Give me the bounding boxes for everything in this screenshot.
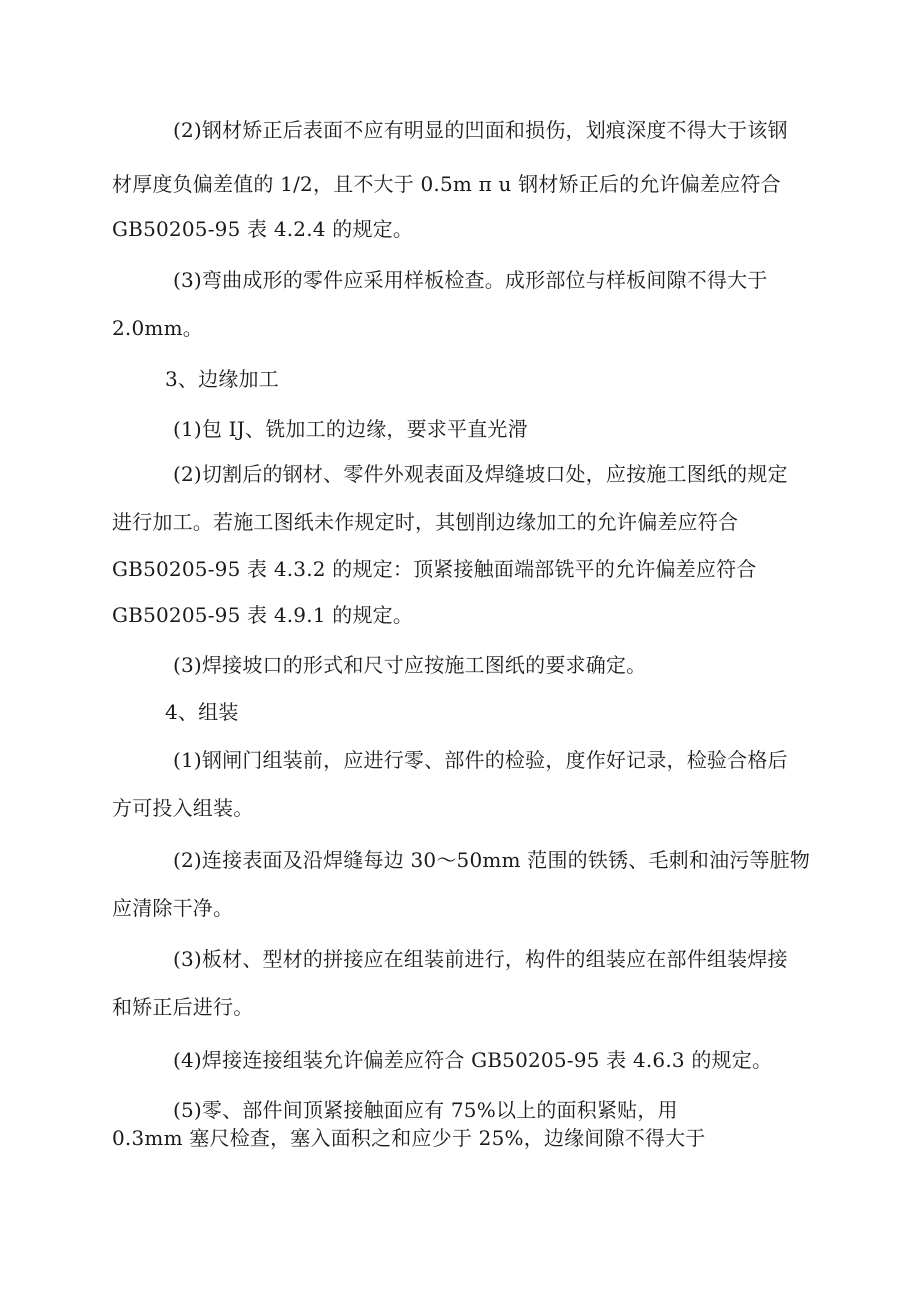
section-heading: 4、组装 <box>165 700 239 724</box>
text-line: (2)钢材矫正后表面不应有明显的凹面和损伤，划痕深度不得大于该钢 <box>173 118 788 142</box>
text-line: GB50205-95 表 4.3.2 的规定：顶紧接触面端部铣平的允许偏差应符合 <box>112 557 757 581</box>
text-line: (2)连接表面及沿焊缝每边 30～50mm 范围的铁锈、毛刺和油污等脏物 <box>173 848 811 872</box>
text-line: 0.3mm 塞尺检查，塞入面积之和应少于 25%，边缘间隙不得大于 <box>112 1126 706 1150</box>
text-line: 应清除干净。 <box>112 896 234 920</box>
text-line: (2)切割后的钢材、零件外观表面及焊缝坡口处，应按施工图纸的规定 <box>173 462 788 486</box>
text-line: GB50205-95 表 4.2.4 的规定。 <box>112 217 414 241</box>
text-line: (3)板材、型材的拼接应在组装前进行，构件的组装应在部件组装焊接 <box>173 947 788 971</box>
text-line: 方可投入组装。 <box>112 796 254 820</box>
text-line: (3)弯曲成形的零件应采用样板检查。成形部位与样板间隙不得大于 <box>173 268 768 292</box>
text-line: 材厚度负偏差值的 1/2，且不大于 0.5m π u 钢材矫正后的允许偏差应符合 <box>112 172 781 196</box>
text-line: 2.0mm。 <box>112 316 203 340</box>
text-line: (5)零、部件间顶紧接触面应有 75%以上的面积紧贴，用 <box>173 1098 678 1122</box>
section-heading: 3、边缘加工 <box>165 367 279 391</box>
text-line: (1)钢闸门组装前，应进行零、部件的检验，度作好记录，检验合格后 <box>173 748 788 772</box>
text-line: 进行加工。若施工图纸未作规定时，其刨削边缘加工的允许偏差应符合 <box>112 510 739 534</box>
text-line: GB50205-95 表 4.9.1 的规定。 <box>112 603 414 627</box>
text-line: (1)包 IJ、铣加工的边缘，要求平直光滑 <box>173 417 528 441</box>
text-line: (4)焊接连接组装允许偏差应符合 GB50205-95 表 4.6.3 的规定。 <box>173 1048 773 1072</box>
text-line: 和矫正后进行。 <box>112 995 254 1019</box>
text-line: (3)焊接坡口的形式和尺寸应按施工图纸的要求确定。 <box>173 653 647 677</box>
